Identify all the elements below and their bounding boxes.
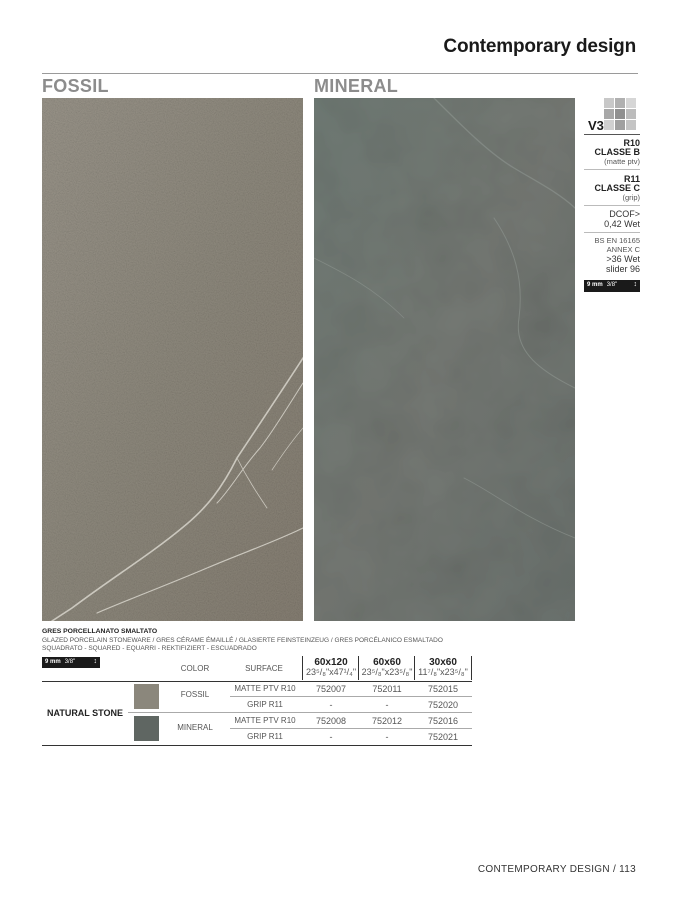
swatch-fossil (134, 684, 159, 709)
header-size-30x60 (414, 658, 472, 677)
grade-mosaic-icon (604, 98, 637, 131)
thickness-arrow-icon: ↕ (633, 281, 637, 288)
header-divider (414, 656, 415, 680)
row-color-fossil: FOSSIL (180, 690, 210, 699)
size-main: 60x60 (373, 657, 401, 668)
table-thickness-inch: 3/8" (64, 659, 76, 665)
product-title-mineral: MINERAL (314, 76, 399, 96)
row-code: 752012 (371, 716, 403, 726)
product-title-fossil: FOSSIL (42, 76, 109, 96)
mineral-tile-image (314, 98, 575, 621)
page-title: Contemporary design (443, 36, 636, 57)
row-code: 752007 (315, 684, 347, 694)
header-size-60x60 (358, 658, 416, 677)
header-rule (42, 73, 638, 74)
row-surface: GRIP R11 (247, 700, 283, 709)
thickness-badge (584, 280, 640, 292)
row-code: 752011 (372, 684, 402, 694)
header-divider (302, 656, 303, 680)
header-surface: SURFACE (245, 664, 283, 673)
r11-note: (grip) (622, 193, 640, 202)
table-bottom-rule (42, 745, 472, 746)
row-code: 752008 (315, 716, 347, 726)
fossil-tile-image (42, 98, 303, 621)
row-code: 752015 (427, 684, 459, 694)
header-color: COLOR (180, 664, 210, 673)
size-inch: 23⁵/₈"x23⁵/₈" (361, 667, 413, 677)
row-code: - (385, 732, 389, 742)
size-main: 60x120 (314, 657, 348, 668)
thickness-arrow-icon: ↕ (93, 658, 97, 665)
r11-class: CLASSE C (594, 183, 640, 193)
header-bottom-rule (42, 681, 472, 682)
row-color-mineral: MINERAL (177, 723, 213, 732)
caption-title: GRES PORCELLANATO SMALTATO (42, 628, 158, 635)
series-label: NATURAL STONE (46, 708, 123, 718)
bs-line1: BS EN 16165 (594, 236, 640, 245)
grade-label: V3 (588, 118, 604, 133)
row-divider (230, 696, 472, 697)
r10-class: CLASSE B (594, 147, 640, 157)
rail-divider (584, 134, 640, 135)
row-code: 752020 (427, 700, 459, 710)
dcof-line1: DCOF> (609, 209, 640, 219)
thickness-inch: 3/8" (606, 282, 618, 288)
size-main: 30x60 (429, 657, 457, 668)
row-code: - (329, 732, 333, 742)
page-footer: CONTEMPORARY DESIGN / 113 (477, 864, 636, 875)
dcof-line2: 0,42 Wet (604, 219, 640, 229)
row-divider (230, 728, 472, 729)
table-thickness-mm: 9 mm (45, 659, 61, 665)
bs-line2: ANNEX C (606, 245, 640, 254)
row-surface: MATTE PTV R10 (234, 684, 296, 693)
thickness-mm: 9 mm (587, 282, 603, 288)
rail-divider (584, 169, 640, 170)
bs-line4: slider 96 (605, 264, 640, 274)
bs-line3: >36 Wet (606, 254, 640, 264)
swatch-mineral (134, 716, 159, 741)
header-size-60x120 (302, 658, 360, 677)
table-thickness-badge (42, 657, 100, 668)
row-code: 752016 (427, 716, 459, 726)
row-code: - (329, 700, 333, 710)
caption-materials: GLAZED PORCELAIN STONEWARE / GRES CÉRAME ÉMAILLÉ / GLASIERTE FEINSTEINZEUG / GRES PORCÉLANICO ESMALTADO (42, 637, 443, 644)
row-code: - (385, 700, 389, 710)
header-divider (358, 656, 359, 680)
row-surface: GRIP R11 (247, 732, 283, 741)
rail-divider (584, 205, 640, 206)
caption-edge: SQUADRATO - SQUARED - EQUARRI - REKTIFIZIERT - ESCUADRADO (42, 645, 257, 652)
rail-divider (584, 232, 640, 233)
row-code: 752021 (427, 732, 459, 742)
size-inch: 11⁷/₈"x23⁵/₈" (418, 667, 468, 677)
size-inch: 23⁵/₈"x47¹/₄" (305, 667, 357, 677)
r10-label: R10 (623, 138, 640, 148)
row-divider (128, 712, 472, 713)
row-surface: MATTE PTV R10 (234, 716, 296, 725)
header-divider (471, 656, 472, 680)
r11-label: R11 (623, 174, 640, 184)
r10-note: (matte ptv) (604, 157, 640, 166)
